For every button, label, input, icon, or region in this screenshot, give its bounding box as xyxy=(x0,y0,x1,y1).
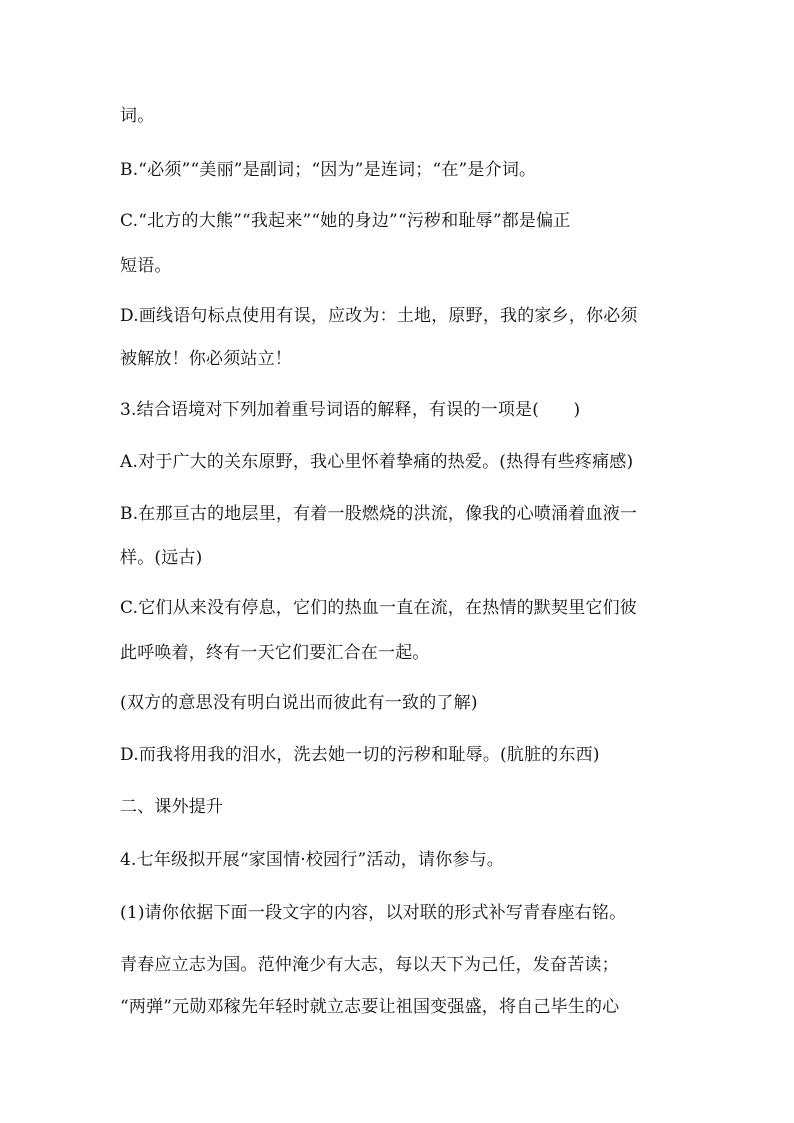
q3-option-b-line-1: B.在那亘古的地层里，有着一股燃烧的洪流，像我的心喷涌着血液一 xyxy=(120,504,638,524)
q3-option-b-line-2: 样。(远古) xyxy=(120,548,203,568)
question-4-1-line: (1)请你依据下面一段文字的内容，以对联的形式补写青春座右铭。 xyxy=(120,903,627,923)
passage-line-2: “两弹”元勋邓稼先年轻时就立志要让祖国变强盛，将自己毕生的心 xyxy=(120,997,620,1017)
passage-line-1: 青春应立志为国。范仲淹少有大志，每以天下为己任，发奋苦读； xyxy=(120,955,619,975)
question-3-line: 3.结合语境对下列加着重号词语的解释，有误的一项是( ) xyxy=(120,400,581,420)
text-line-1: 词。 xyxy=(120,106,155,126)
q3-option-c-line-1: C.它们从来没有停息，它们的热血一直在流，在热情的默契里它们彼 xyxy=(120,598,638,618)
option-d-line-2: 被解放！你必须站立！ xyxy=(120,349,292,369)
option-c-line-1: C.“北方的大熊”“我起来”“她的身边”“污秽和耻辱”都是偏正 xyxy=(120,211,571,231)
section-heading: 二、课外提升 xyxy=(120,797,224,817)
q3-option-c-line-3: (双方的意思没有明白说出而彼此有一致的了解) xyxy=(120,693,478,713)
q3-option-a-line: A.对于广大的关东原野，我心里怀着挚痛的热爱。(热得有些疼痛感) xyxy=(120,452,634,472)
question-4-line: 4.七年级拟开展“家国情·校园行”活动，请你参与。 xyxy=(120,850,505,870)
q3-option-c-line-2: 此呼唤着，终有一天它们要汇合在一起。 xyxy=(120,643,430,663)
option-b-line: B.“必须”“美丽”是副词；“因为”是连词；“在”是介词。 xyxy=(120,160,537,180)
option-c-line-2: 短语。 xyxy=(120,256,172,276)
option-d-line-1: D.画线语句标点使用有误，应改为：土地，原野，我的家乡，你必须 xyxy=(120,306,638,326)
q3-option-d-line: D.而我将用我的泪水，洗去她一切的污秽和耻辱。(肮脏的东西) xyxy=(120,745,600,765)
